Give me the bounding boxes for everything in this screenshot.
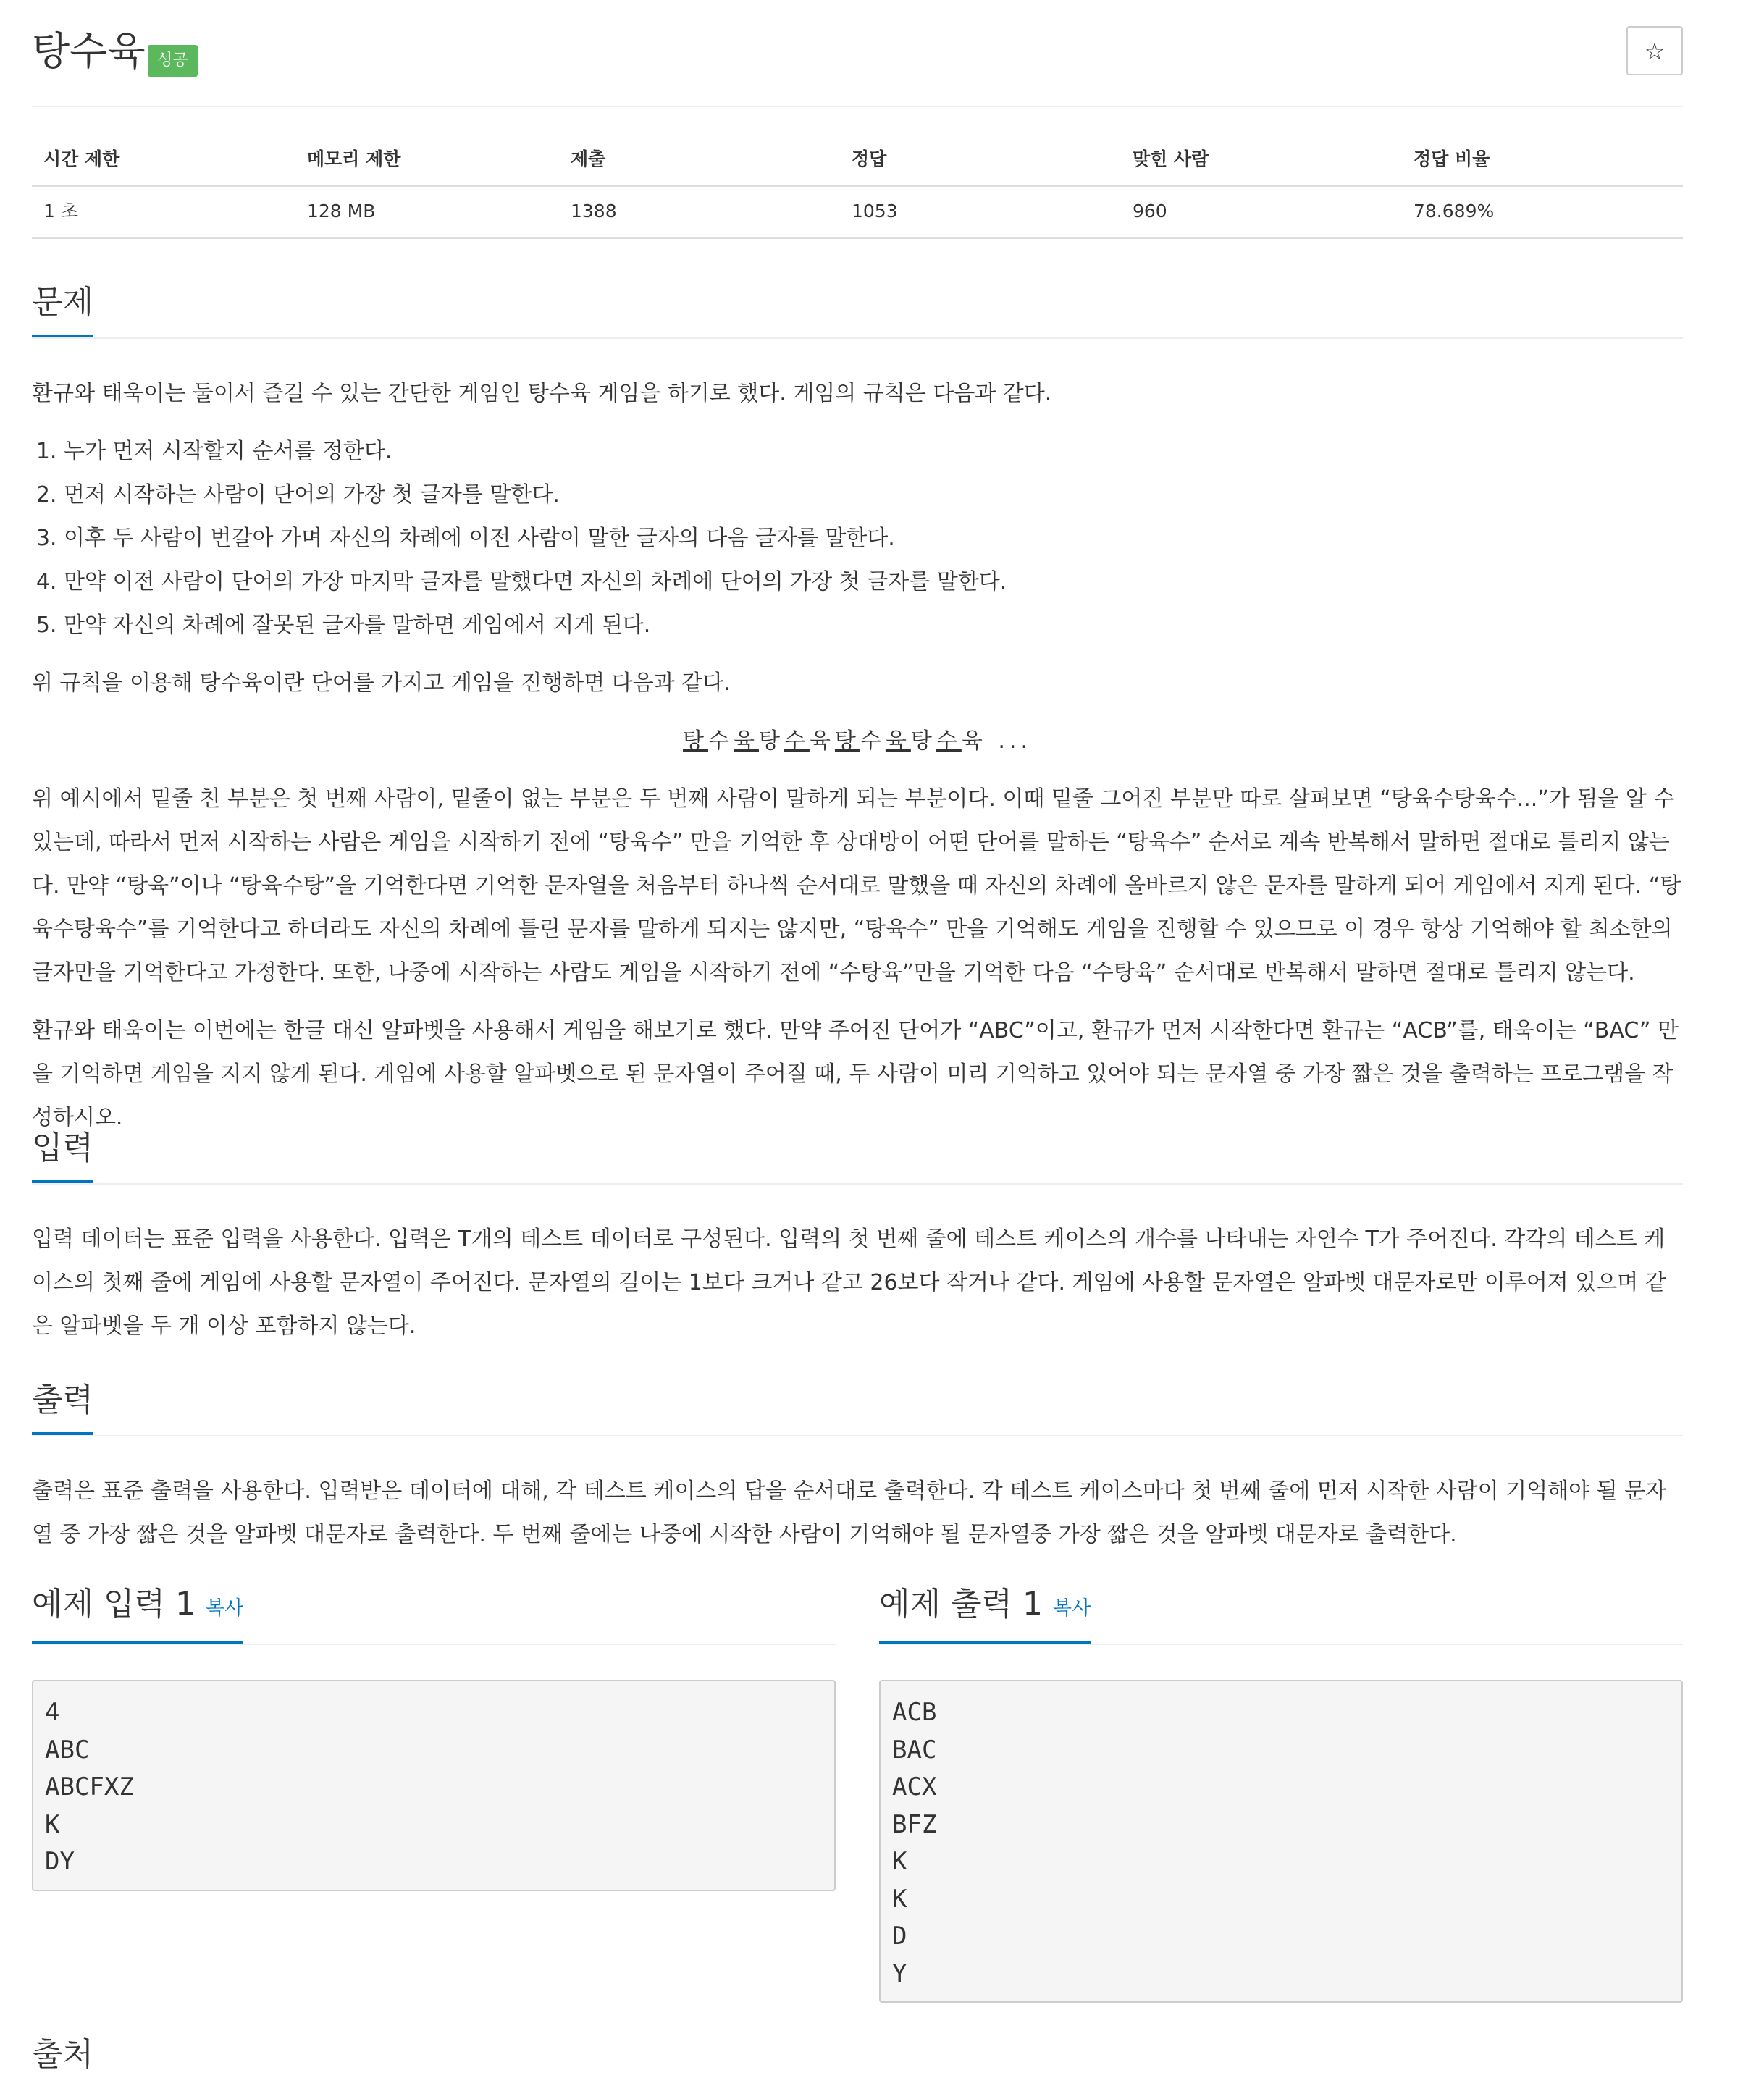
col-header-accepted: 정답 (852, 148, 887, 169)
source-heading: 출처 (32, 2036, 94, 2073)
submissions-value: 1388 (571, 201, 617, 222)
sample-output-title: 예제 출력 1 (879, 1586, 1043, 1623)
example-char: 탕 (910, 728, 936, 754)
example-ellipsis: ... (998, 728, 1032, 754)
problem-heading: 문제 (32, 279, 93, 337)
problem-header (32, 0, 1683, 107)
sample-output-heading (879, 1581, 1091, 1644)
status-badge: 성공 (148, 45, 198, 77)
list-item: 1. 누가 먼저 시작할지 순서를 정한다. (64, 430, 1683, 474)
col-header-solvers: 맞힌 사람 (1133, 148, 1209, 169)
example-char: 탕 (683, 728, 708, 754)
accepted-value: 1053 (852, 201, 898, 222)
problem-intro: 환규와 태욱이는 둘이서 즐길 수 있는 간단한 게임인 탕수육 게임을 하기로 했다. 게임의 규칙은 다음과 같다. (32, 381, 1052, 406)
memory-limit-value: 128 MB (307, 201, 376, 222)
col-header-time-limit: 시간 제한 (43, 148, 120, 169)
example-char: 탕 (758, 728, 784, 754)
copy-input-button[interactable]: 복사 (205, 1597, 244, 1620)
problem-section (32, 275, 1683, 1140)
problem-heading-bar (32, 275, 1683, 339)
example-char: 육 (733, 728, 759, 754)
example-char: 육 (961, 728, 987, 754)
sample-output-section (879, 1581, 1683, 2003)
col-header-ratio: 정답 비율 (1414, 148, 1490, 169)
list-item: 3. 이후 두 사람이 번갈아 가며 자신의 차례에 이전 사람이 말한 글자의 다음 글자를 말한다. (64, 517, 1683, 560)
problem-info-table (32, 130, 1683, 239)
output-description: 출력은 표준 출력을 사용한다. 입력받은 데이터에 대해, 각 테스트 케이스의 답을 순서대로 출력한다. 각 테스트 케이스마다 첫 번째 줄에 먼저 시작한 사람이 기억해야 될 문자열 중 가장 짧은 것을 알파벳 대문자로 출력한다. 두 번째 줄에는 나중에 시작한 사람이 기억해야 될 문자열중 가장 짧은 것을 알파벳 대문자로 출력한다. (32, 1478, 1667, 1547)
input-heading-bar (32, 1121, 1683, 1185)
example-char: 탕 (834, 728, 860, 754)
star-icon: ☆ (1644, 38, 1666, 65)
example-char: 수 (860, 728, 886, 754)
list-item: 5. 만약 자신의 차례에 잘못된 글자를 말하면 게임에서 지게 된다. (64, 604, 1683, 647)
favorite-button[interactable] (1626, 26, 1683, 75)
output-section (32, 1373, 1683, 1557)
source-section (32, 2032, 1683, 2078)
col-header-memory-limit: 메모리 제한 (307, 148, 401, 169)
sample-input-title: 예제 입력 1 (32, 1586, 196, 1623)
example-char: 수 (708, 728, 734, 754)
rules-list (32, 430, 1683, 647)
list-item: 2. 먼저 시작하는 사람이 단어의 가장 첫 글자를 말한다. (64, 474, 1683, 517)
copy-output-button[interactable]: 복사 (1052, 1597, 1091, 1620)
input-section (32, 1121, 1683, 1348)
sample-input-box: 4 ABC ABCFXZ K DY (32, 1680, 836, 1891)
sample-input-heading-bar (32, 1581, 836, 1645)
sample-input-section (32, 1581, 836, 1891)
solvers-value: 960 (1133, 201, 1167, 222)
problem-paragraph-2: 환규와 태욱이는 이번에는 한글 대신 알파벳을 사용해서 게임을 해보기로 했다. 만약 주어진 단어가 “ABC”이고, 환규가 먼저 시작한다면 환규는 “ACB”를, 태욱이는 “BAC” 만을 기억하면 게임을 지지 않게 된다. 게임에 사용할 알파벳으로 된 문자열이 주어질 때, 두 사람이 미리 기억하고 있어야 되는 문자열 중 가장 짧은 것을 출력하는 프로그램을 작성하시오. (32, 1018, 1679, 1130)
output-heading: 출력 (32, 1377, 93, 1435)
table-header-row (32, 130, 1683, 187)
col-header-submissions: 제출 (571, 148, 606, 169)
problem-paragraph-1: 위 예시에서 밑줄 친 부분은 첫 번째 사람이, 밑줄이 없는 부분은 두 번째 사람이 말하게 되는 부분이다. 이때 밑줄 그어진 부분만 따로 살펴보면 “탕육수탕육수...”가 됨을 알 수 있는데, 따라서 먼저 시작하는 사람은 게임을 시작하기 전에 “탕육수” 만을 기억한 후 상대방이 어떤 단어를 말하든 “탕육수” 순서로 계속 반복해서 말하면 절대로 틀리지 않는다. 만약 “탕육”이나 “탕육수탕”을 기억한다면 기억한 문자열을 처음부터 하나씩 순서대로 말했을 때 자신의 차례에 올바르지 않은 문자를 말하게 되어 게임에서 지게 된다. “탕육수탕육수”를 기억한다고 하더라도 자신의 차례에 틀린 문자를 말하게 되지는 않지만, “탕육수” 만을 기억해도 게임을 진행할 수 있으므로 이 경우 항상 기억해야 할 최소한의 글자만을 기억한다고 가정한다. 또한, 나중에 시작하는 사람도 게임을 시작하기 전에 “수탕육”만을 기억한 다음 “수탕육” 순서대로 반복해서 말하면 절대로 틀리지 않는다. (32, 786, 1681, 985)
table-row (32, 187, 1683, 239)
example-sequence (32, 720, 1683, 763)
example-char: 육 (885, 728, 911, 754)
example-intro: 위 규칙을 이용해 탕수육이란 단어를 가지고 게임을 진행하면 다음과 같다. (32, 670, 731, 696)
sample-output-heading-bar (879, 1581, 1683, 1645)
input-heading: 입력 (32, 1125, 93, 1183)
example-char: 수 (936, 728, 962, 754)
page-title: 탕수육 (32, 28, 146, 74)
input-description: 입력 데이터는 표준 입력을 사용한다. 입력은 T개의 테스트 데이터로 구성된다. 입력의 첫 번째 줄에 테스트 케이스의 개수를 나타내는 자연수 T가 주어진다. 각각의 테스트 케이스의 첫째 줄에 게임에 사용할 문자열이 주어진다. 문자열의 길이는 1보다 크거나 같고 26보다 작거나 같다. 게임에 사용할 문자열은 알파벳 대문자로만 이루어져 있으며 같은 알파벳을 두 개 이상 포함하지 않는다. (32, 1227, 1666, 1339)
time-limit-value: 1 초 (43, 201, 79, 222)
ratio-value: 78.689% (1414, 201, 1495, 222)
problem-page (32, 0, 1683, 2073)
sample-input-heading (32, 1581, 243, 1644)
output-heading-bar (32, 1373, 1683, 1436)
example-char: 수 (784, 728, 810, 754)
list-item: 4. 만약 이전 사람이 단어의 가장 마지막 글자를 말했다면 자신의 차례에 단어의 가장 첫 글자를 말한다. (64, 560, 1683, 604)
sample-output-box: ACB BAC ACX BFZ K K D Y (879, 1680, 1683, 2003)
example-char: 육 (809, 728, 835, 754)
